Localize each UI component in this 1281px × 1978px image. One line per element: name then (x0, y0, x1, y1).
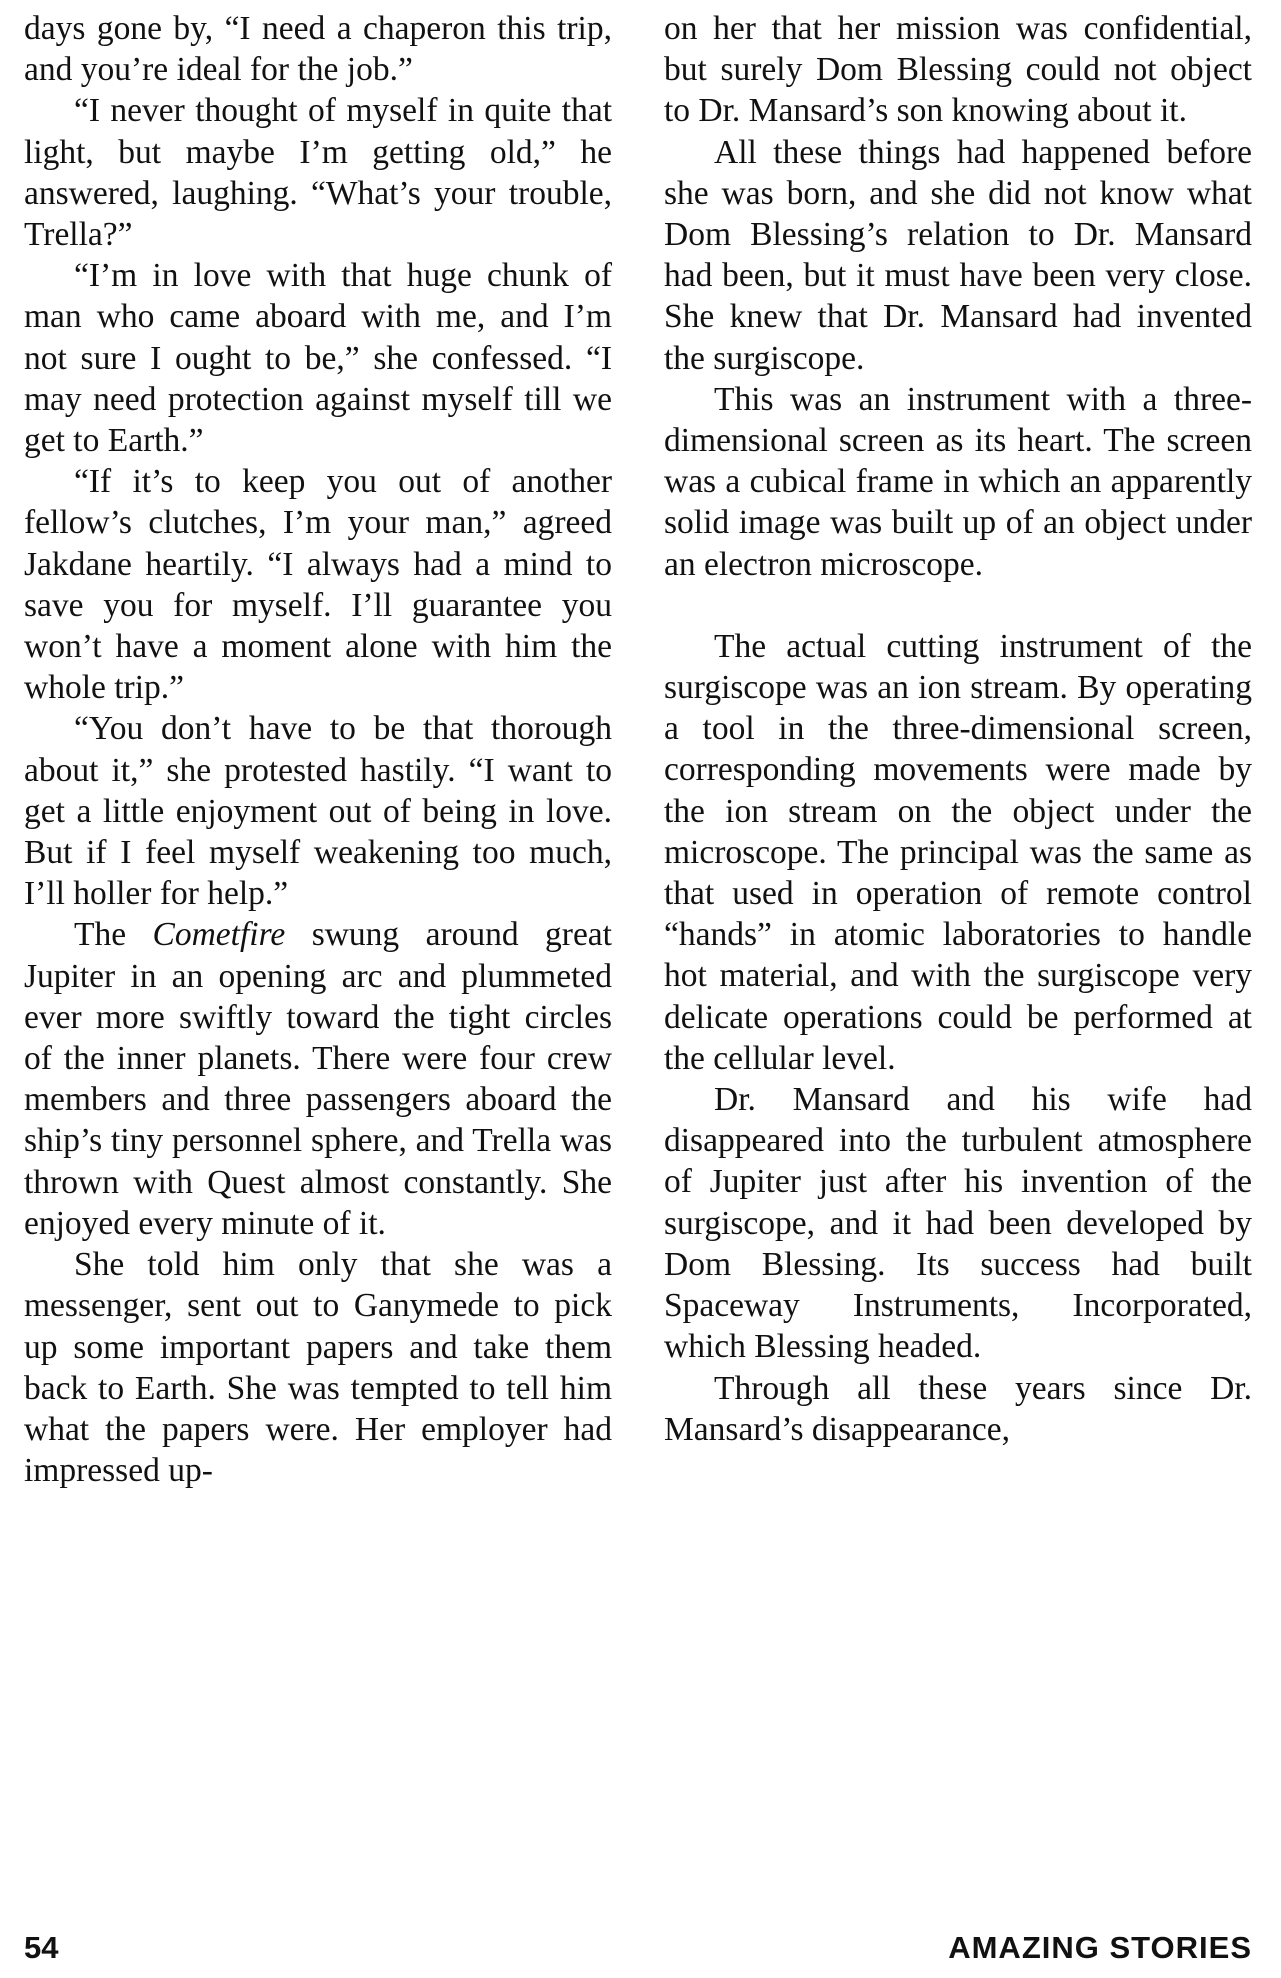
right-text-column (664, 8, 1252, 1450)
paragraph (24, 914, 612, 1244)
paragraph: “I never thought of myself in quite that light, but maybe I’m getting old,” he answered, laughing. “What’s your trouble, Trella?” (24, 92, 612, 254)
paragraph: “If it’s to keep you out of another fellow’s clutches, I’m your man,” agreed Jakdane heartily. “I always had a mind to save you for myself. I’ll guarantee you won’t have a moment alone with him the whole trip.” (24, 463, 612, 707)
paragraph: days gone by, “I need a chaperon this trip, and you’re ideal for the job.” (24, 10, 612, 89)
paragraph: All these things had happened before she was born, and she did not know what Dom Blessing’s relation to Dr. Mansard had been, but it must have been very close. She knew that Dr. Mansard had invented the surgiscope. (664, 133, 1252, 377)
paragraph: “I’m in love with that huge chunk of man who came aboard with me, and I’m not sure I ought to be,” she confessed. “I may need protection against myself till we get to Earth.” (24, 257, 612, 460)
page-footer (24, 1928, 1252, 1968)
paragraph: on her that her mission was confidential, but surely Dom Blessing could not object to Dr. Mansard’s son knowing about it. (664, 10, 1252, 130)
left-text-column (24, 8, 612, 1491)
section-break (664, 585, 1252, 626)
paragraph: She told him only that she was a messenger, sent out to Ganymede to pick up some important papers and take them back to Earth. She was tempted to tell him what the papers were. Her employer had impressed up- (24, 1246, 612, 1490)
ship-name: Cometfire (152, 916, 286, 954)
paragraph: This was an instrument with a three-dimensional screen as its heart. The screen was a cubical frame in which an apparently solid image was built up of an object under an electron microscope. (664, 380, 1252, 583)
paragraph: “You don’t have to be that thorough about it,” she protested hastily. “I want to get a little enjoyment out of being in love. But if I feel myself weakening too much, I’ll holler for help.” (24, 710, 612, 913)
page-number: 54 (24, 1930, 59, 1965)
paragraph: Dr. Mansard and his wife had disappeared into the turbulent atmosphere of Jupiter just after his invention of the surgiscope, and it had been developed by Dom Blessing. Its success had built Spaceway Instruments, Incorporated, which Blessing headed. (664, 1081, 1252, 1366)
magazine-title: AMAZING STORIES (948, 1930, 1252, 1965)
paragraph-continuation: swung around great Jupiter in an opening arc and plummeted ever more swiftly toward the tight circles of the inner planets. There were four crew members and three passengers aboard the ship’s tiny personnel sphere, and Trella was thrown with Quest almost constantly. She enjoyed every minute of it. (24, 916, 612, 1242)
paragraph: Through all these years since Dr. Mansard’s disappearance, (664, 1369, 1252, 1448)
paragraph: The actual cutting instrument of the surgiscope was an ion stream. By operating a tool in the three-dimensional screen, corresponding movements were made by the ion stream on the object under the microscope. The principal was the same as that used in operation of remote control “hands” in atomic laboratories to handle hot material, and with the surgiscope very delicate operations could be performed at the cellular level. (664, 627, 1252, 1077)
paragraph-lead: The (74, 916, 153, 954)
